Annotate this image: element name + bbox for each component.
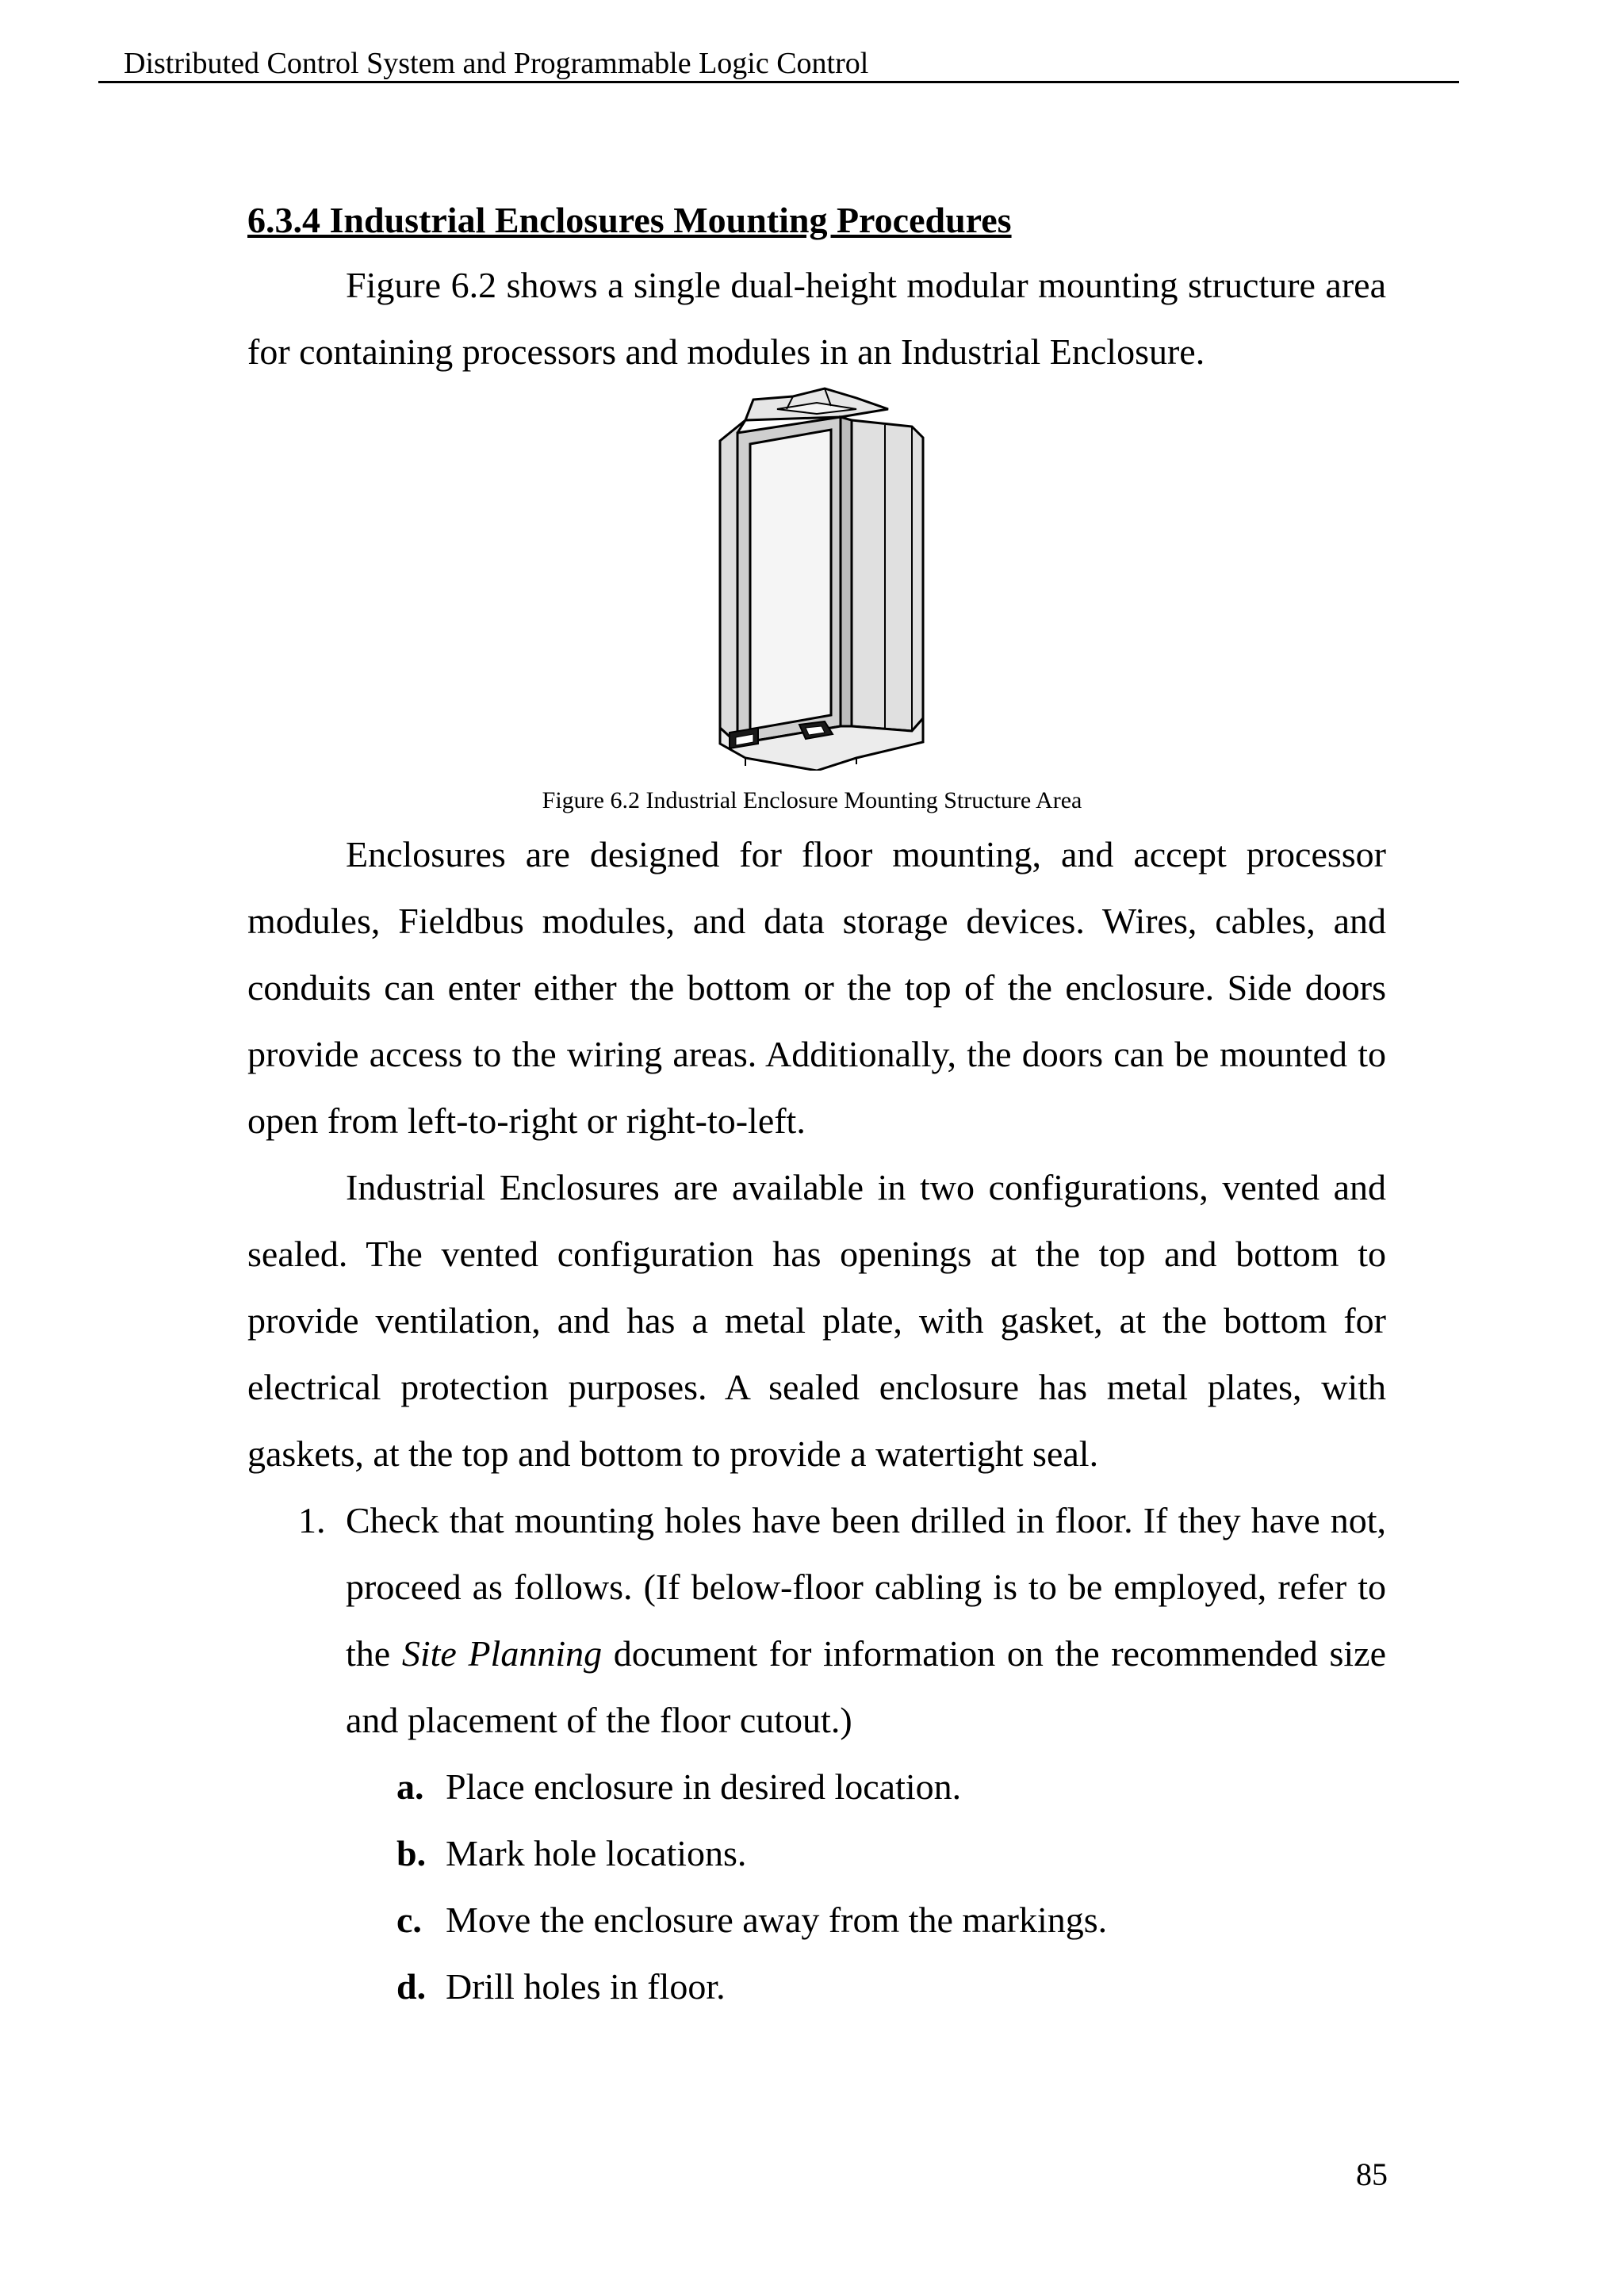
substep-item — [247, 1820, 1386, 1887]
substep-text: Move the enclosure away from the markings. — [446, 1900, 1108, 1940]
substep-text: Place enclosure in desired location. — [446, 1766, 962, 1807]
body-paragraph-configurations: Industrial Enclosures are available in two configurations, vented and sealed. The vented configuration has openings at the top and bottom to provide ventilation, and has a metal plate, with gasket, at the bottom for electrical protection purposes. A sealed enclosure has metal plates, with gaskets, at the top and bottom to provide a watertight seal. — [247, 1167, 1386, 1474]
running-header-title: Distributed Control System and Programmable Logic Control — [124, 47, 869, 80]
intro-paragraph: Figure 6.2 shows a single dual-height modular mounting structure area for containing processors and modules in an Industrial Enclosure. — [247, 265, 1386, 372]
substep-text: Mark hole locations. — [446, 1833, 747, 1873]
enclosure-illustration — [698, 385, 936, 771]
page-number: 85 — [1356, 2156, 1388, 2192]
substep-list — [247, 1754, 1386, 2020]
step-text-italic: Site Planning — [401, 1633, 603, 1674]
enclosure-figure — [698, 385, 936, 771]
step-text-before: Check that mounting holes have been drilled in floor. If they have not, proceed as follows. (If below-floor cabling is to be employed, refer to the — [346, 1500, 1386, 1674]
substep-text: Drill holes in floor. — [446, 1966, 726, 2007]
substep-item — [247, 1954, 1386, 2020]
substep-letter: b. — [396, 1833, 427, 1873]
step-text — [346, 1487, 1386, 1754]
step-text-after: document for information on the recommended size and placement of the floor cutout.) — [346, 1633, 1387, 1740]
substep-letter: c. — [396, 1900, 422, 1940]
substep-letter: a. — [396, 1766, 424, 1807]
running-header — [98, 46, 1459, 83]
step-number: 1. — [298, 1500, 326, 1540]
section-heading: 6.3.4 Industrial Enclosures Mounting Procedures — [247, 200, 1012, 240]
substep-letter: d. — [396, 1966, 427, 2007]
substep-item — [247, 1887, 1386, 1954]
figure-caption: Figure 6.2 Industrial Enclosure Mounting Structure Area — [542, 787, 1082, 813]
body-paragraph-enclosures: Enclosures are designed for floor mounting, and accept processor modules, Fieldbus modules, and data storage devices. Wires, cables, and conduits can enter either the bottom or the top of the enclosure. Side doors provide access to the wiring areas. Additionally, the doors can be mounted to open from left-to-right or right-to-left. — [247, 834, 1386, 1141]
substep-item — [247, 1754, 1386, 1820]
